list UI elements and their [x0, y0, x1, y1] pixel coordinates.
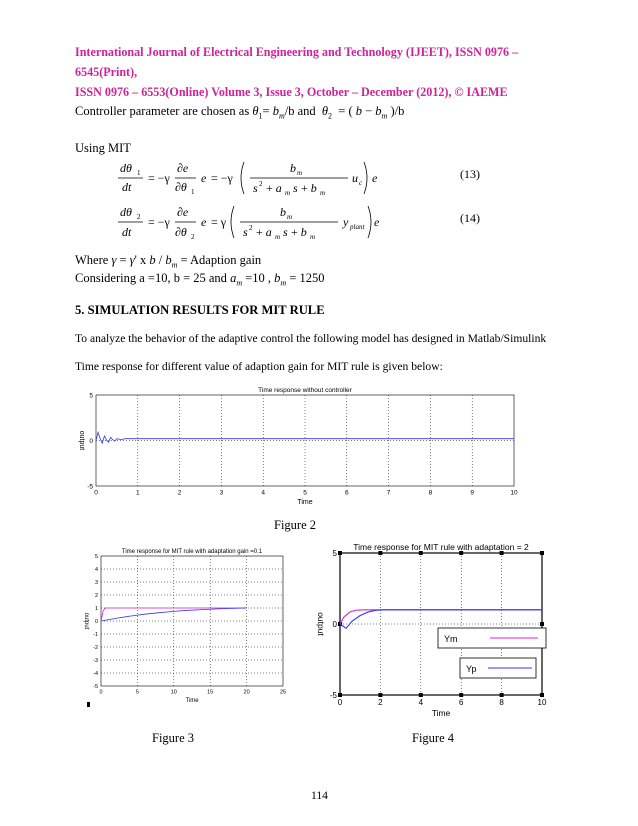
y-tick-label: 0	[94, 618, 98, 625]
svg-text:∂e: ∂e	[177, 161, 189, 175]
y-tick-label: 5	[94, 553, 98, 560]
y-tick-label: -5	[329, 690, 337, 700]
svg-text:2: 2	[137, 213, 141, 221]
figure-4-caption: Figure 4	[412, 731, 455, 745]
header-line-1: International Journal of Electrical Engineering and Technology (IJEET), ISSN 0976 – 6545(Print),	[75, 45, 519, 79]
svg-text:m: m	[275, 233, 281, 241]
controller-formula: $\theta_1= b_m/b$ and $\theta_2$ = ( $b - b_m$ )/b	[252, 104, 405, 121]
small-marker	[87, 702, 90, 707]
x-tick-label: 15	[207, 689, 214, 696]
svg-text:= −γ: = −γ	[148, 171, 170, 185]
x-tick-label: 0	[99, 689, 103, 696]
x-tick-label: 10	[537, 698, 547, 707]
y-axis-label: output	[83, 612, 89, 630]
svg-text:2: 2	[191, 233, 195, 241]
svg-text:dt: dt	[122, 225, 132, 239]
svg-text:e: e	[374, 215, 380, 229]
where-text: = Adaption gain	[180, 253, 262, 267]
y-tick-label: 1	[94, 605, 98, 612]
y-tick-mark	[540, 622, 544, 626]
svg-text:b: b	[280, 205, 286, 219]
x-tick-label: 1	[135, 489, 140, 497]
x-tick-label: 2	[378, 698, 383, 707]
svg-text:= −γ: = −γ	[148, 215, 170, 229]
where-line: Where γ = γ' x b / $b_m$ = Adaption gain	[75, 253, 262, 270]
considering-line: Considering a =10, b = 25 and $a_m =10$ , $b_m = 1250$	[75, 271, 325, 288]
x-tick-label: 8	[428, 489, 433, 497]
x-tick-label: 10	[170, 689, 177, 696]
svg-text:e: e	[372, 171, 378, 185]
svg-text:m: m	[285, 189, 291, 197]
svg-text:plant: plant	[350, 223, 365, 231]
svg-text:2: 2	[249, 224, 253, 232]
x-tick-label: 5	[303, 489, 307, 497]
x-tick-label: 10	[510, 489, 518, 497]
x-tick-label: 9	[470, 489, 475, 497]
svg-text:+ a: + a	[266, 181, 282, 195]
figure-2-caption: Figure 2	[274, 518, 317, 532]
x-tick-label: 0	[337, 698, 343, 707]
equation-13	[118, 161, 378, 197]
svg-text:∂θ: ∂θ	[175, 180, 187, 194]
x-tick-mark	[500, 693, 504, 697]
figure-3-chart	[70, 545, 295, 715]
y-tick-label: 5	[332, 548, 337, 558]
svg-text:1: 1	[191, 188, 195, 196]
y-tick-mark	[338, 693, 342, 697]
figure-2-chart	[68, 382, 528, 515]
svg-text:dt: dt	[122, 180, 132, 194]
x-tick-label: 6	[458, 698, 464, 707]
page-number: 114	[311, 789, 328, 802]
figure-3-svg	[70, 545, 295, 710]
y-axis-label: output	[316, 612, 326, 636]
y-tick-label: 0	[89, 437, 93, 445]
y-tick-label: -1	[93, 631, 98, 638]
svg-text:m: m	[287, 213, 293, 221]
y-tick-label: 4	[94, 566, 98, 573]
svg-text:+ b: + b	[301, 181, 317, 195]
x-axis-label: Time	[431, 708, 451, 718]
svg-text:= −γ: = −γ	[211, 171, 233, 185]
controller-prefix: Controller parameter are chosen as	[75, 104, 250, 118]
x-axis-label: Time	[297, 499, 313, 506]
figure-3-caption: Figure 3	[152, 731, 195, 745]
x-tick-label: 25	[279, 689, 287, 696]
svg-text:m: m	[297, 169, 303, 177]
svg-text:s: s	[283, 225, 288, 239]
y-tick-label: -3	[93, 657, 98, 664]
y-tick-label: -2	[93, 644, 98, 651]
svg-text:s: s	[243, 225, 248, 239]
y-tick-label: 2	[94, 592, 98, 599]
figure-4-svg	[305, 535, 557, 727]
y-tick-label: 3	[94, 579, 98, 586]
eq13-number: (13)	[460, 167, 480, 181]
svg-text:dθ: dθ	[120, 205, 132, 219]
x-tick-label: 8	[499, 698, 504, 707]
eq14-number: (14)	[460, 211, 480, 225]
x-tick-mark	[459, 693, 463, 697]
equation-14	[118, 205, 380, 241]
chart-title: Time response without controller	[258, 387, 352, 394]
y-tick-mark	[540, 693, 544, 697]
svg-text:c: c	[359, 179, 363, 187]
equations	[110, 158, 570, 250]
x-tick-label: 4	[261, 489, 266, 497]
y-tick-label: 0	[332, 619, 337, 629]
using-mit: Using MIT	[75, 141, 131, 155]
svg-text:2: 2	[259, 180, 263, 188]
controller-parameter-line	[75, 104, 404, 121]
svg-text:u: u	[352, 171, 358, 185]
x-tick-mark	[378, 693, 382, 697]
legend-label-yp: Yp	[466, 664, 477, 674]
header-line-2: ISSN 0976 – 6553(Online) Volume 3, Issue 3, October – December (2012), © IAEME	[75, 85, 508, 99]
section-title: 5. SIMULATION RESULTS FOR MIT RULE	[75, 303, 325, 317]
chart-title: Time response for MIT rule with adaptation = 2	[353, 542, 529, 552]
y-tick-mark	[540, 551, 544, 555]
x-axis-label: Time	[185, 698, 199, 704]
x-tick-label: 3	[219, 489, 224, 497]
svg-text:e: e	[201, 215, 207, 229]
svg-text:1: 1	[137, 169, 141, 177]
svg-text:b: b	[290, 161, 296, 175]
x-tick-label: 5	[135, 689, 139, 696]
y-tick-mark	[338, 551, 342, 555]
figure-4-chart	[305, 535, 557, 732]
x-tick-label: 4	[418, 698, 424, 707]
svg-text:= γ: = γ	[211, 215, 227, 229]
svg-text:dθ: dθ	[120, 161, 132, 175]
legend-label-ym: Ym	[444, 634, 458, 644]
chart-title: Time response for MIT rule with adaptation gain =0.1	[121, 549, 263, 555]
considering-text: Considering a =10, b = 25 and	[75, 271, 227, 285]
where-label: Where	[75, 253, 109, 267]
y-tick-label: -5	[87, 483, 93, 491]
x-tick-label: 2	[177, 489, 182, 497]
x-tick-mark	[419, 693, 423, 697]
svg-text:∂e: ∂e	[177, 205, 189, 219]
y-tick-label: -4	[93, 670, 98, 677]
svg-text:y: y	[343, 215, 349, 229]
x-tick-label: 7	[386, 489, 391, 497]
svg-text:s: s	[293, 181, 298, 195]
paragraph-2: Time response for different value of adaption gain for MIT rule is given below:	[75, 360, 443, 373]
svg-text:m: m	[320, 189, 326, 197]
y-tick-label: 5	[89, 392, 93, 400]
svg-text:+ b: + b	[291, 225, 307, 239]
svg-text:e: e	[201, 171, 207, 185]
svg-text:m: m	[310, 233, 316, 241]
svg-text:+ a: + a	[256, 225, 272, 239]
y-axis-label: output	[78, 430, 85, 451]
x-tick-label: 20	[243, 689, 250, 696]
svg-text:∂θ: ∂θ	[175, 225, 187, 239]
journal-header	[75, 42, 575, 102]
y-tick-label: -5	[93, 683, 98, 690]
paragraph-1: To analyze the behavior of the adaptive control the following model has designed in Matlab/Simulink	[75, 332, 547, 345]
x-tick-label: 6	[344, 489, 349, 497]
x-tick-label: 0	[94, 489, 98, 497]
svg-text:s: s	[253, 181, 258, 195]
figure-2-svg	[68, 382, 528, 510]
